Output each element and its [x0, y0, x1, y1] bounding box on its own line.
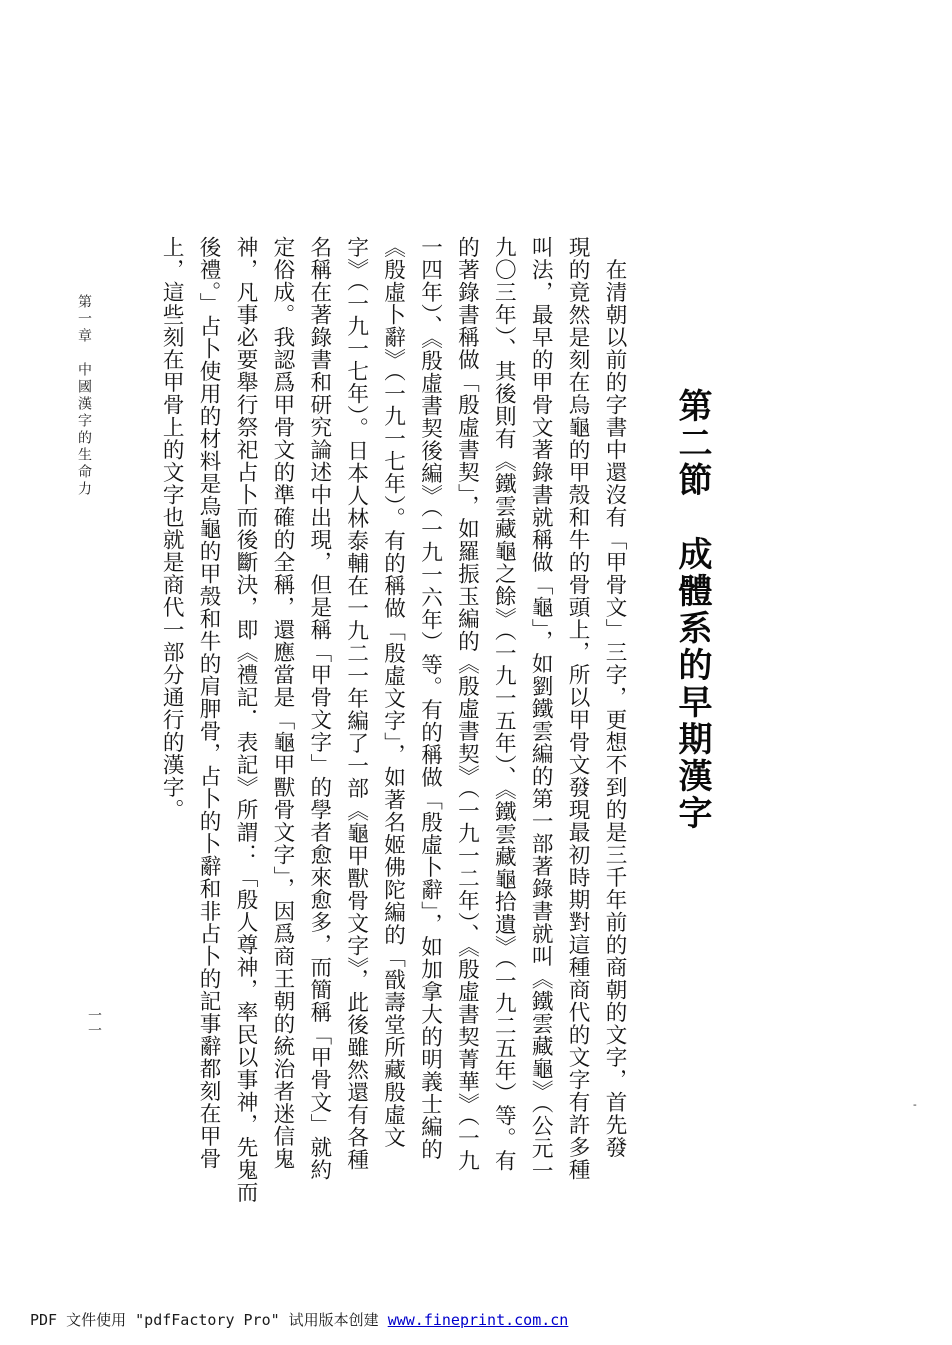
text-column: 名稱在著錄書和研究論述中出現，但是稱「甲骨文字」的學者愈來愈多，而簡稱「甲骨文」就約: [306, 236, 332, 1181]
section-title: 第二節 成體系的早期漢字: [672, 388, 712, 832]
pdf-footer: [30, 1309, 568, 1330]
text-column: 《殷虛卜辭》（一九一七年）。有的稱做「殷虛文字」，如著名姬佛陀編的「戩壽堂所藏殷虛文: [380, 236, 406, 1149]
text-column: 九〇三年）、其後則有《鐵雲藏龜之餘》（一九一五年）、《鐵雲藏龜拾遺》（一九二五年）等。有: [491, 236, 517, 1172]
edge-mark: -: [913, 1098, 917, 1111]
footer-text: PDF 文件使用 "pdfFactory Pro" 试用版本创建: [30, 1311, 388, 1329]
running-head: 第一章 中國漢字的生命力: [76, 294, 92, 498]
text-column: 上，這些刻在甲骨上的文字也就是商代一部分通行的漢字。: [159, 236, 185, 821]
text-column: 字》（一九一七年）。日本人林泰輔在一九二一年編了一部《龜甲獸骨文字》，此後雖然還有各種: [343, 236, 369, 1172]
text-column: 的著錄書稱做「殷虛書契」，如羅振玉編的《殷虛書契》（一九一二年）、《殷虛書契菁華》（一九: [454, 236, 480, 1172]
text-column: 神，凡事必要舉行祭祀占卜而後斷決，即《禮記．表記》所謂：「殷人尊神，率民以事神，先鬼而: [233, 236, 258, 1204]
text-column: 定俗成。我認爲甲骨文的準確的全稱，還應當是「龜甲獸骨文字」，因爲商王朝的統治者迷信鬼: [269, 236, 295, 1171]
text-column: 叫法，最早的甲骨文著錄書就稱做「龜」，如劉鐵雲編的第一部著錄書就叫《鐵雲藏龜》（公元一: [528, 236, 554, 1182]
text-column: 一四年）、《殷虛書契後編》（一九一六年）等。有的稱做「殷虛卜辭」，如加拿大的明義士編的: [417, 236, 443, 1161]
text-column: 現的竟然是刻在烏龜的甲殼和牛的骨頭上，所以甲骨文發現最初時期對這種商代的文字有許多種: [565, 236, 591, 1181]
footer-link[interactable]: www.fineprint.com.cn: [387, 1311, 569, 1329]
page-number: 一一: [86, 1008, 102, 1038]
text-column: 在清朝以前的字書中還沒有「甲骨文」三字，更想不到的是三千年前的商朝的文字，首先發: [602, 236, 627, 1159]
text-column: 後禮。」占卜使用的材料是烏龜的甲殼和牛的肩胛骨，占卜的卜辭和非占卜的記事辭都刻在甲骨: [196, 236, 222, 1171]
